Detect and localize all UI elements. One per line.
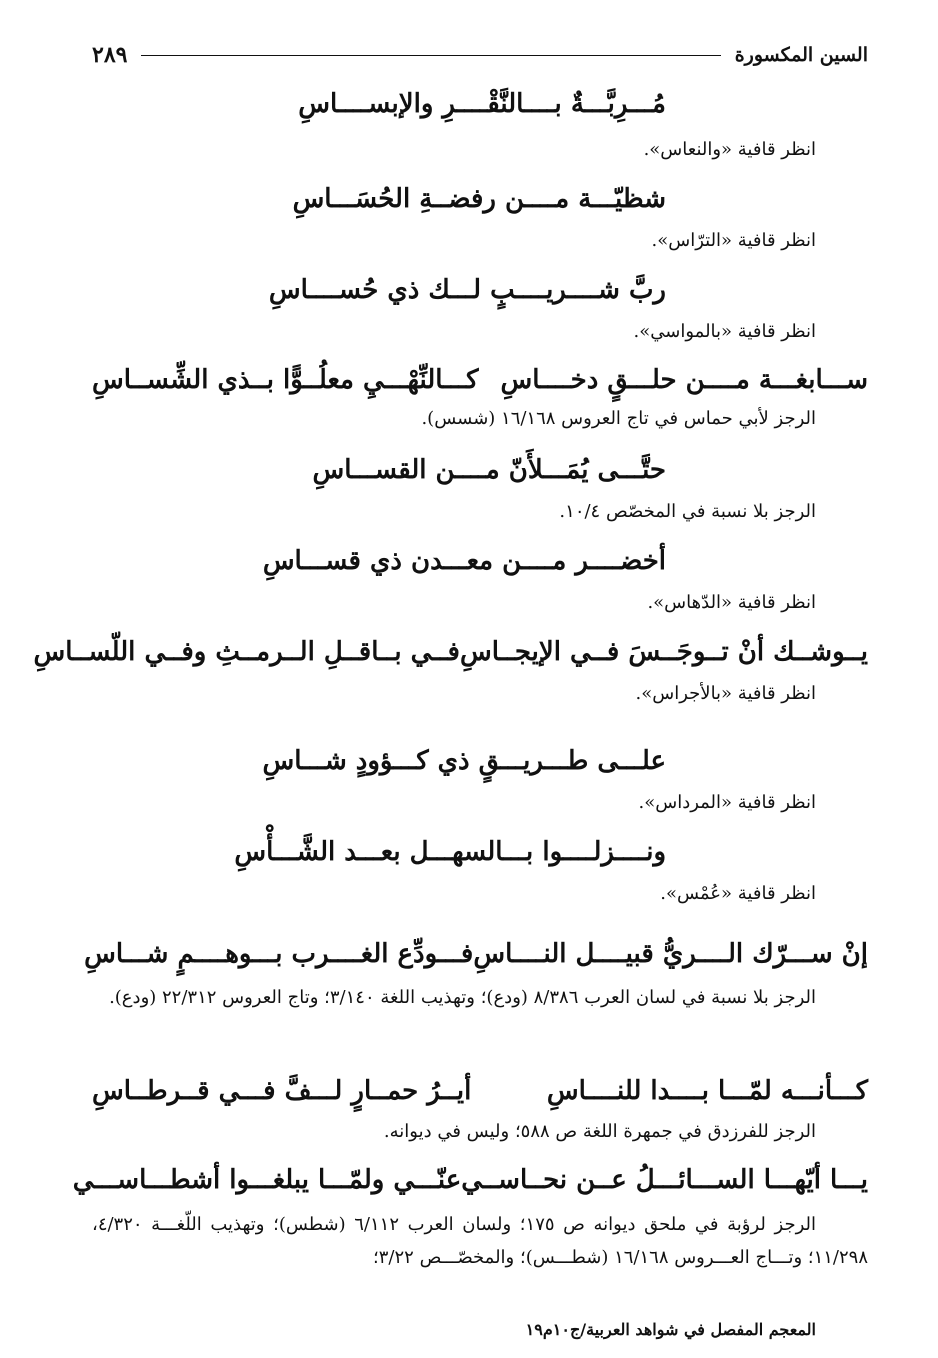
header-rule [141, 55, 720, 56]
verse-hemistich-second: فــي بــاقــلِ الــرمــثِ وفــي اللّســاسِ [33, 637, 460, 667]
verse: حتَّـــى يُمَـــلأَنّ مــــن القســـاسِ [312, 455, 666, 485]
verse-hemistich-first: إنْ ســـرّك الــــريُّ قبيــــل النــــاسِ [473, 939, 868, 969]
citation-paragraph: الرجز بلا نسبة في لسان العرب ٨/٣٨٦ (ودع)؛ وتهذيب اللغة ٣/١٤٠؛ وتاج العروس ٢٢/٣١٢ (ودع). [109, 987, 816, 1008]
verse-hemistich-second: عنّـــي ولمّـــا يبلغـــوا أشطـــاســـي [72, 1165, 462, 1195]
verse: ونــــزلــــوا بـــالسهـــل بعـــد الشَّـــأْسِ [234, 837, 666, 867]
verse-couplet [92, 362, 868, 398]
verse-hemistich-first: يــوشــك أنْ تــوجَــسَ فــي الإيجــاسِ [459, 637, 868, 667]
page-header [92, 38, 868, 72]
verse-hemistich-second: كـــالنِّهْـــيِ معلُــوًّا بــذي الشِّســاسِ [92, 365, 479, 395]
note: انظر قافية «المرداس». [638, 792, 816, 813]
verse-hemistich-second: أيــرُ حمــارٍ لـــفَّ فـــي قــرطــاسِ [92, 1076, 472, 1106]
verse-hemistich-first: يـــا أيّهـــا الســـائـــلُ عــن نحــاســي [461, 1165, 868, 1195]
note: انظر قافية «والنعاس». [643, 139, 816, 160]
verse-hemistich-first: كـــأنـــه لمّـــا بــــدا للنــــاسِ [546, 1076, 868, 1106]
verse-hemistich-second: فـــودِّع الغــــرب بـــوهــــمٍ شـــاسِ [84, 939, 474, 969]
verse: شظيّـــة مــــن رفضــةِ الحُسَـــاسِ [292, 184, 666, 214]
note: الرجز للفرزدق في جمهرة اللغة ص ٥٨٨؛ وليس في ديوانه. [383, 1121, 816, 1142]
note: انظر قافية «بالأجراس». [635, 683, 816, 704]
note: انظر قافية «عُمْس». [660, 883, 816, 904]
verse-couplet [92, 1073, 868, 1109]
verse-hemistich-first: ســـابغـــة مــــن حلـــقٍ دخــــاسِ [500, 365, 868, 395]
verse-couplet [33, 634, 868, 670]
note: انظر قافية «بالمواسي». [633, 321, 816, 342]
verse-couplet [72, 1162, 868, 1198]
note: انظر قافية «الدّهاس». [647, 592, 816, 613]
page-number: ٢٨٩ [92, 42, 128, 68]
verse: مُـــرِبَّـــةٌ بــــالنَّقْــــرِ والإبســــاسِ [298, 89, 666, 119]
page-footer: المعجم المفصل في شواهد العربية/ج١٠م١٩ [525, 1320, 816, 1339]
verse-couplet [84, 936, 868, 972]
verse: ربَّ شــــريــــبٍ لـــك ذي حُســــاسِ [268, 275, 666, 305]
note: الرجز لأبي حماس في تاج العروس ١٦/١٦٨ (شسس). [421, 408, 816, 429]
note: الرجز بلا نسبة في المخصّص ١٠/٤. [559, 501, 816, 522]
citation-paragraph: الرجز لرؤبة في ملحق ديوانه ص ١٧٥؛ ولسان العرب ٦/١١٢ (شطس)؛ وتهذيب اللّغـــة ٤/٣٢٠، ١١/٢٩٨؛ وتـــاج العـــروس ١٦/١٦٨ (شطـــس)؛ والمخصّـــص ٣/٢٢؛ [92, 1214, 868, 1268]
verse: علـــى طـــريـــقٍ ذي كـــؤودٍ شـــاسِ [262, 746, 666, 776]
note: انظر قافية «الترّاس». [651, 230, 816, 251]
verse: أخضــــر مــــن معـــدن ذي قســـاسِ [262, 546, 666, 576]
running-title: السين المكسورة [734, 44, 868, 66]
